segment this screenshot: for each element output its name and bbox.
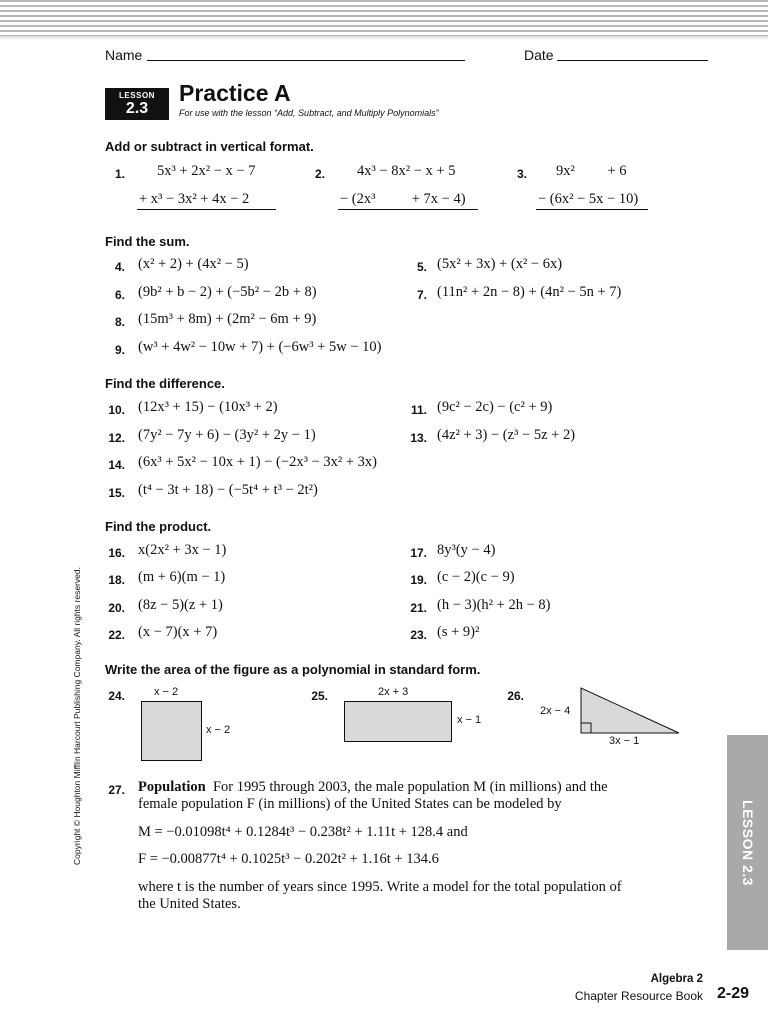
problem-number: 3. bbox=[516, 167, 527, 181]
problem-number: 12. bbox=[108, 431, 125, 445]
problem-1-top: 5x³ + 2x² − x − 7 bbox=[157, 163, 256, 179]
problem-number: 10. bbox=[108, 403, 125, 417]
problem-number: 22. bbox=[108, 628, 125, 642]
problem-expression: (m + 6)(m − 1) bbox=[138, 569, 226, 585]
header-stripes-shadow bbox=[0, 36, 768, 40]
problem-27-equation-male: M = −0.01098t⁴ + 0.1284t³ − 0.238t² + 1.11t + 128.4 and bbox=[138, 824, 468, 840]
problem-3-bottom: − (6x² − 5x − 10) bbox=[538, 191, 639, 207]
figure-26-bottom-label: 3x − 1 bbox=[609, 735, 640, 747]
copyright-notice: Copyright © Houghton Mifflin Harcourt Publishing Company. All rights reserved. bbox=[72, 567, 82, 865]
problem-number: 16. bbox=[108, 546, 125, 560]
problem-1-sum-line bbox=[137, 209, 276, 210]
header-stripes bbox=[0, 0, 768, 36]
problem-27-text-3: where t is the number of years since 1995. Write a model for the total population of bbox=[138, 879, 622, 895]
date-field[interactable] bbox=[557, 60, 708, 61]
page-title: Practice A bbox=[179, 80, 291, 106]
problem-expression: (15m³ + 8m) + (2m² − 6m + 9) bbox=[138, 311, 317, 327]
problem-expression: (x − 7)(x + 7) bbox=[138, 624, 218, 640]
problem-number: 24. bbox=[108, 689, 125, 703]
section-heading-sum: Find the sum. bbox=[105, 234, 190, 249]
figure-26-side-label: 2x − 4 bbox=[540, 705, 571, 717]
lesson-side-tab-label: LESSON 2.3 bbox=[739, 799, 756, 886]
figure-24-square bbox=[141, 701, 202, 761]
lesson-badge-label: LESSON bbox=[119, 91, 155, 100]
problem-1-bottom: + x³ − 3x² + 4x − 2 bbox=[139, 191, 250, 207]
problem-expression: x(2x² + 3x − 1) bbox=[138, 542, 227, 558]
figure-24-side-label: x − 2 bbox=[206, 724, 231, 736]
date-label: Date bbox=[524, 47, 554, 63]
problem-number: 4. bbox=[114, 260, 125, 274]
problem-expression: 8y³(y − 4) bbox=[437, 542, 496, 558]
figure-26-right-triangle bbox=[578, 686, 682, 736]
problem-2-sum-line bbox=[338, 209, 478, 210]
problem-number: 9. bbox=[114, 343, 125, 357]
problem-27-text-2: female population F (in millions) of the United States can be modeled by bbox=[138, 796, 562, 812]
problem-number: 14. bbox=[108, 458, 125, 472]
problem-number: 17. bbox=[410, 546, 427, 560]
footer-book-title: Algebra 2 bbox=[650, 973, 703, 985]
figure-25-rectangle bbox=[344, 701, 452, 742]
problem-number: 23. bbox=[410, 628, 427, 642]
problem-3-top: 9x² + 6 bbox=[556, 163, 627, 179]
problem-expression: (9c² − 2c) − (c² + 9) bbox=[437, 399, 553, 415]
section-heading-product: Find the product. bbox=[105, 519, 212, 534]
problem-number: 7. bbox=[416, 288, 427, 302]
problem-number: 19. bbox=[410, 573, 427, 587]
problem-expression: (6x³ + 5x² − 10x + 1) − (−2x³ − 3x² + 3x) bbox=[138, 454, 377, 470]
problem-number: 13. bbox=[410, 431, 427, 445]
problem-27-equation-female: F = −0.00877t⁴ + 0.1025t³ − 0.202t² + 1.16t + 134.6 bbox=[138, 851, 439, 867]
problem-number: 27. bbox=[108, 783, 125, 797]
problem-number: 20. bbox=[108, 601, 125, 615]
section-heading-vertical: Add or subtract in vertical format. bbox=[105, 139, 314, 154]
problem-number: 15. bbox=[108, 486, 125, 500]
problem-3-sum-line bbox=[536, 209, 648, 210]
page-subtitle: For use with the lesson “Add, Subtract, and Multiply Polynomials” bbox=[179, 108, 439, 118]
problem-27-text-1: For 1995 through 2003, the male population M (in millions) and the bbox=[212, 779, 608, 795]
problem-27-text-4: the United States. bbox=[138, 896, 241, 912]
problem-number: 8. bbox=[114, 315, 125, 329]
footer-resource: Chapter Resource Book bbox=[574, 989, 703, 1003]
lesson-badge bbox=[105, 88, 169, 120]
problem-number: 5. bbox=[416, 260, 427, 274]
problem-number: 2. bbox=[314, 167, 325, 181]
problem-number: 6. bbox=[114, 288, 125, 302]
problem-expression: (5x² + 3x) + (x² − 6x) bbox=[437, 256, 563, 272]
problem-expression: (c − 2)(c − 9) bbox=[437, 569, 515, 585]
problem-number: 21. bbox=[410, 601, 427, 615]
problem-expression: (x² + 2) + (4x² − 5) bbox=[138, 256, 249, 272]
section-heading-difference: Find the difference. bbox=[105, 376, 225, 391]
figure-25-top-label: 2x + 3 bbox=[378, 686, 409, 698]
problem-expression: (h − 3)(h² + 2h − 8) bbox=[437, 597, 551, 613]
problem-expression: (s + 9)² bbox=[437, 624, 480, 640]
section-heading-area: Write the area of the figure as a polynomial in standard form. bbox=[105, 662, 481, 677]
problem-expression: (12x³ + 15) − (10x³ + 2) bbox=[138, 399, 278, 415]
lesson-badge-number: 2.3 bbox=[125, 100, 149, 117]
problem-expression: (t⁴ − 3t + 18) − (−5t⁴ + t³ − 2t²) bbox=[138, 482, 318, 498]
problem-expression: (8z − 5)(z + 1) bbox=[138, 597, 223, 613]
problem-expression: (7y² − 7y + 6) − (3y² + 2y − 1) bbox=[138, 427, 316, 443]
problem-expression: (9b² + b − 2) + (−5b² − 2b + 8) bbox=[138, 284, 317, 300]
problem-2-top: 4x³ − 8x² − x + 5 bbox=[357, 163, 456, 179]
lesson-side-tab bbox=[727, 735, 768, 950]
figure-24-top-label: x − 2 bbox=[154, 686, 179, 698]
problem-expression: (11n² + 2n − 8) + (4n² − 5n + 7) bbox=[437, 284, 622, 300]
name-field[interactable] bbox=[147, 60, 465, 61]
name-label: Name bbox=[105, 47, 143, 63]
problem-27-line-1 bbox=[138, 779, 608, 796]
problem-expression: (4z² + 3) − (z³ − 5z + 2) bbox=[437, 427, 576, 443]
problem-number: 11. bbox=[410, 403, 427, 417]
problem-27-title: Population bbox=[138, 779, 206, 795]
problem-number: 1. bbox=[114, 167, 125, 181]
problem-number: 25. bbox=[311, 689, 328, 703]
problem-number: 26. bbox=[507, 689, 524, 703]
page-number: 2-29 bbox=[717, 985, 750, 1002]
problem-number: 18. bbox=[108, 573, 125, 587]
problem-expression: (w³ + 4w² − 10w + 7) + (−6w³ + 5w − 10) bbox=[138, 339, 382, 355]
figure-25-side-label: x − 1 bbox=[457, 714, 482, 726]
problem-2-bottom: − (2x³ + 7x − 4) bbox=[340, 191, 466, 207]
